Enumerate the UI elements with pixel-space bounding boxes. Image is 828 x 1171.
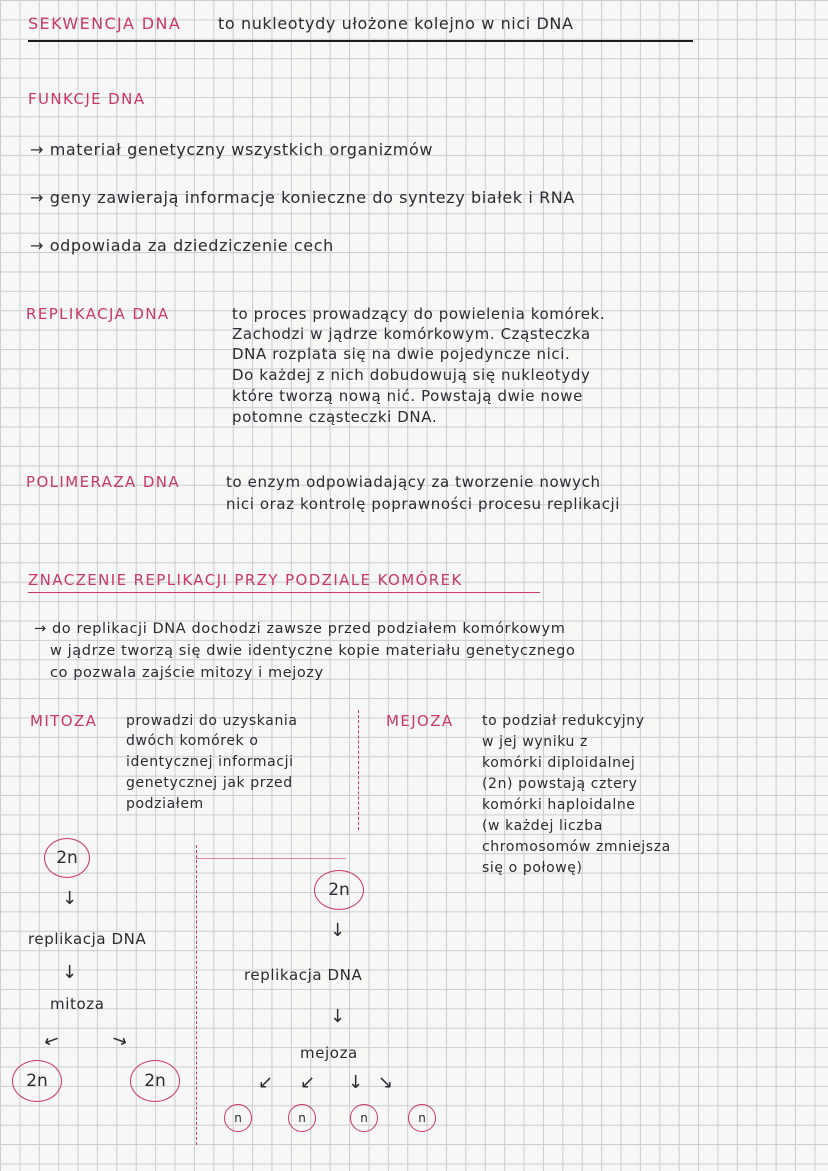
replication-line-2: Zachodzi w jądrze komórkowym. Cząsteczka bbox=[232, 325, 591, 343]
arrow-right-icon: → bbox=[34, 621, 52, 637]
polymerase-line-2: nici oraz kontrolę poprawności procesu replikacji bbox=[226, 495, 621, 513]
significance-line-1: → do replikacji DNA dochodzi zawsze przed podziałem komórkowym bbox=[34, 621, 566, 637]
meiosis-line-8: się o połowę) bbox=[482, 860, 583, 876]
significance-heading: ZNACZENIE REPLIKACJI PRZY PODZIALE KOMÓREK bbox=[28, 571, 463, 589]
replication-line-6: potomne cząsteczki DNA. bbox=[232, 408, 438, 426]
arrow-down-left-icon: ↙ bbox=[300, 1072, 316, 1093]
meiosis-result-cell-1: n bbox=[224, 1104, 252, 1132]
mitosis-term: MITOZA bbox=[30, 712, 98, 730]
arrow-down-icon: ↓ bbox=[330, 1006, 346, 1027]
mitosis-step-division: mitoza bbox=[50, 995, 105, 1013]
mitosis-result-cell-left: 2n bbox=[12, 1060, 62, 1102]
meiosis-line-6: (w każdej liczba bbox=[482, 818, 603, 834]
meiosis-line-2: w jej wyniku z bbox=[482, 734, 588, 750]
mitosis-line-5: podziałem bbox=[126, 796, 204, 812]
meiosis-result-cell-3: n bbox=[350, 1104, 378, 1132]
arrow-down-left-icon: ↙ bbox=[258, 1072, 274, 1093]
arrow-down-icon: ↓ bbox=[62, 888, 78, 909]
mitosis-line-3: identycznej informacji bbox=[126, 754, 294, 770]
top-rule bbox=[28, 40, 693, 42]
functions-heading: FUNKCJE DNA bbox=[28, 90, 146, 108]
arrow-down-right-icon: ↘ bbox=[108, 1027, 131, 1054]
arrow-down-icon: ↓ bbox=[330, 920, 346, 941]
significance-line-3: co pozwala zajście mitozy i mejozy bbox=[50, 665, 324, 681]
column-divider bbox=[358, 710, 359, 830]
arrow-down-icon: ↓ bbox=[62, 962, 78, 983]
arrow-down-right-icon: ↘ bbox=[378, 1072, 394, 1093]
polymerase-line-1: to enzym odpowiadający za tworzenie nowych bbox=[226, 473, 601, 491]
meiosis-line-5: komórki haploidalne bbox=[482, 797, 636, 813]
meiosis-result-cell-4: n bbox=[408, 1104, 436, 1132]
mitosis-line-1: prowadzi do uzyskania bbox=[126, 713, 298, 729]
replication-line-3: DNA rozplata się na dwie pojedyncze nici. bbox=[232, 345, 571, 363]
arrow-down-icon: ↓ bbox=[348, 1072, 364, 1093]
arrow-right-icon: → bbox=[30, 188, 50, 207]
function-item-1: → materiał genetyczny wszystkich organizmów bbox=[30, 140, 434, 159]
meiosis-line-3: komórki diploidalnej bbox=[482, 755, 636, 771]
arrow-down-left-icon: ↙ bbox=[40, 1027, 63, 1054]
replication-line-1: to proces prowadzący do powielenia komórek. bbox=[232, 305, 606, 323]
significance-line-2: w jądrze tworzą się dwie identyczne kopie materiału genetycznego bbox=[50, 643, 576, 659]
mitosis-result-cell-right: 2n bbox=[130, 1060, 180, 1102]
diagram-divider bbox=[196, 845, 197, 1145]
meiosis-step-division: mejoza bbox=[300, 1044, 358, 1062]
replication-line-5: które tworzą nową nić. Powstają dwie nowe bbox=[232, 387, 583, 405]
arrow-right-icon: → bbox=[30, 236, 50, 255]
meiosis-start-cell: 2n bbox=[314, 870, 364, 910]
arrow-right-icon: → bbox=[30, 140, 50, 159]
function-item-3: → odpowiada za dziedziczenie cech bbox=[30, 236, 334, 255]
replication-term: REPLIKACJA DNA bbox=[26, 305, 170, 323]
diagram-divider-horizontal bbox=[196, 858, 346, 859]
function-item-2: → geny zawierają informacje konieczne do syntezy białek i RNA bbox=[30, 188, 575, 207]
meiosis-line-7: chromosomów zmniejsza bbox=[482, 839, 671, 855]
mitosis-step-replication: replikacja DNA bbox=[28, 930, 147, 948]
meiosis-step-replication: replikacja DNA bbox=[244, 966, 363, 984]
mitosis-line-4: genetycznej jak przed bbox=[126, 775, 293, 791]
meiosis-line-4: (2n) powstają cztery bbox=[482, 776, 638, 792]
meiosis-result-cell-2: n bbox=[288, 1104, 316, 1132]
replication-line-4: Do każdej z nich dobudowują się nukleotydy bbox=[232, 366, 591, 384]
meiosis-term: MEJOZA bbox=[386, 712, 454, 730]
meiosis-line-1: to podział redukcyjny bbox=[482, 713, 645, 729]
significance-underline bbox=[28, 592, 540, 593]
sekwencja-term: SEKWENCJA DNA bbox=[28, 14, 182, 33]
polymerase-term: POLIMERAZA DNA bbox=[26, 473, 181, 491]
mitosis-line-2: dwóch komórek o bbox=[126, 733, 259, 749]
sekwencja-definition: to nukleotydy ułożone kolejno w nici DNA bbox=[218, 14, 574, 33]
mitosis-start-cell: 2n bbox=[44, 838, 90, 878]
